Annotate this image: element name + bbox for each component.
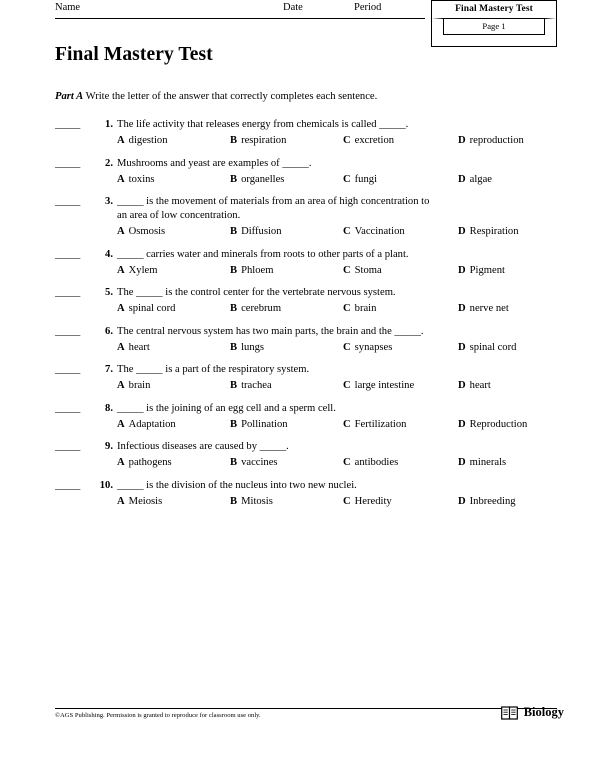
choice-a[interactable] bbox=[117, 174, 155, 185]
question-stem-line bbox=[55, 440, 557, 454]
directions bbox=[55, 91, 377, 102]
choice-text: cerebrum bbox=[241, 303, 282, 314]
choice-letter: C bbox=[343, 457, 351, 468]
choice-text: Pollination bbox=[241, 418, 288, 430]
choice-letter: D bbox=[458, 303, 466, 314]
choice-letter: B bbox=[230, 380, 238, 391]
choice-text: Phloem bbox=[241, 264, 274, 276]
choice-text: toxins bbox=[128, 173, 155, 185]
choice-letter: D bbox=[458, 495, 466, 507]
choice-text: Stoma bbox=[354, 264, 382, 276]
choice-d[interactable] bbox=[458, 342, 516, 353]
brand-label: Biology bbox=[523, 705, 564, 719]
choice-c[interactable] bbox=[343, 135, 394, 146]
choice-row bbox=[55, 419, 557, 433]
choice-text: Xylem bbox=[128, 264, 158, 276]
choice-letter: B bbox=[230, 264, 238, 276]
answer-blank[interactable]: _____ bbox=[55, 441, 80, 452]
question-item bbox=[55, 325, 557, 356]
choice-letter: C bbox=[343, 495, 351, 507]
question-text: The _____ is a part of the respiratory system. bbox=[117, 364, 310, 375]
question-stem-line bbox=[55, 402, 557, 416]
choice-letter: D bbox=[458, 341, 466, 353]
choice-c[interactable] bbox=[343, 496, 392, 507]
choice-row bbox=[55, 135, 557, 149]
question-number: 1. bbox=[105, 119, 113, 130]
choice-text: trachea bbox=[241, 380, 272, 391]
choice-text: brain bbox=[354, 303, 377, 314]
choice-text: heart bbox=[469, 380, 491, 391]
question-stem-line bbox=[55, 118, 557, 132]
choice-letter: A bbox=[117, 495, 125, 507]
choice-text: Respiration bbox=[469, 226, 519, 237]
answer-blank[interactable]: _____ bbox=[55, 119, 80, 130]
choice-a[interactable] bbox=[117, 135, 168, 146]
question-stem-line bbox=[55, 286, 557, 300]
choice-text: minerals bbox=[469, 457, 507, 468]
page-number-label: Page 1 bbox=[443, 19, 545, 35]
question-number: 10. bbox=[99, 479, 113, 491]
date-label: Date bbox=[283, 2, 303, 13]
answer-blank[interactable]: _____ bbox=[55, 196, 80, 207]
question-item bbox=[55, 286, 557, 317]
choice-text: Inbreeding bbox=[469, 495, 516, 507]
choice-text: Heredity bbox=[354, 495, 392, 507]
question-stem-line bbox=[55, 363, 557, 377]
footer-rule bbox=[55, 708, 557, 709]
choice-text: spinal cord bbox=[128, 303, 176, 314]
choice-a[interactable] bbox=[117, 226, 165, 237]
choice-text: brain bbox=[128, 380, 151, 391]
question-number: 3. bbox=[105, 196, 113, 207]
choice-text: heart bbox=[128, 341, 150, 353]
choice-c[interactable] bbox=[343, 457, 398, 468]
question-text: _____ is the movement of materials from an area of high concentration to bbox=[117, 196, 430, 207]
choice-text: antibodies bbox=[354, 457, 399, 468]
choice-b[interactable] bbox=[230, 135, 286, 146]
choice-d[interactable] bbox=[458, 226, 519, 237]
choice-d[interactable] bbox=[458, 174, 492, 185]
choice-text: Pigment bbox=[469, 264, 505, 276]
question-item bbox=[55, 402, 557, 433]
choice-text: Meiosis bbox=[128, 495, 163, 507]
choice-letter: A bbox=[117, 457, 125, 468]
choice-text: Mitosis bbox=[241, 495, 273, 507]
choice-letter: B bbox=[230, 341, 238, 353]
question-stem-line bbox=[55, 248, 557, 262]
copyright-notice: ©AGS Publishing. Permission is granted to reproduce for classroom use only. bbox=[55, 712, 261, 719]
choice-a[interactable] bbox=[117, 419, 176, 430]
question-number: 2. bbox=[105, 157, 113, 169]
choice-b[interactable] bbox=[230, 265, 273, 276]
choice-letter: D bbox=[458, 380, 466, 391]
choice-row bbox=[55, 496, 557, 510]
question-item bbox=[55, 363, 557, 394]
choice-text: Osmosis bbox=[128, 226, 166, 237]
question-number: 6. bbox=[105, 325, 113, 337]
choice-c[interactable] bbox=[343, 303, 376, 314]
choice-a[interactable] bbox=[117, 342, 150, 353]
question-text: Mushrooms and yeast are examples of _____. bbox=[117, 157, 312, 169]
choice-letter: A bbox=[117, 264, 125, 276]
choice-text: vaccines bbox=[241, 457, 278, 468]
choice-b[interactable] bbox=[230, 174, 284, 185]
choice-letter: D bbox=[458, 418, 466, 430]
choice-text: fungi bbox=[354, 173, 378, 185]
choice-text: lungs bbox=[241, 341, 265, 353]
choice-d[interactable] bbox=[458, 419, 527, 430]
choice-d[interactable] bbox=[458, 457, 506, 468]
question-text: _____ is the division of the nucleus into two new nuclei. bbox=[117, 479, 357, 491]
choice-text: Diffusion bbox=[241, 226, 282, 237]
choice-a[interactable] bbox=[117, 265, 158, 276]
directions-text: Write the letter of the answer that correctly completes each sentence. bbox=[85, 91, 378, 102]
question-stem-line bbox=[55, 195, 557, 223]
choice-b[interactable] bbox=[230, 226, 282, 237]
footer-brand bbox=[501, 705, 564, 720]
choice-letter: A bbox=[117, 173, 125, 185]
test-title: Final Mastery Test bbox=[455, 4, 533, 14]
choice-text: large intestine bbox=[354, 380, 415, 391]
choice-text: organelles bbox=[241, 173, 285, 185]
question-text: The central nervous system has two main parts, the brain and the _____. bbox=[117, 325, 424, 337]
part-label: Part A bbox=[55, 91, 84, 102]
question-text: The life activity that releases energy from chemicals is called _____. bbox=[117, 119, 409, 130]
question-number: 4. bbox=[105, 248, 113, 260]
question-text: Infectious diseases are caused by _____. bbox=[117, 441, 289, 452]
answer-blank[interactable]: _____ bbox=[55, 325, 80, 337]
choice-text: Adaptation bbox=[128, 418, 176, 430]
page-number-box bbox=[432, 18, 556, 46]
question-number: 8. bbox=[105, 402, 113, 414]
answer-blank[interactable]: _____ bbox=[55, 287, 80, 298]
choice-b[interactable] bbox=[230, 380, 272, 391]
answer-blank[interactable]: _____ bbox=[55, 402, 80, 414]
choice-letter: C bbox=[343, 418, 351, 430]
question-item bbox=[55, 479, 557, 510]
choice-letter: C bbox=[343, 264, 351, 276]
choice-d[interactable] bbox=[458, 135, 524, 146]
choice-c[interactable] bbox=[343, 342, 392, 353]
choice-letter: C bbox=[343, 226, 351, 237]
choice-text: spinal cord bbox=[469, 341, 517, 353]
choice-letter: A bbox=[117, 135, 125, 146]
answer-blank[interactable]: _____ bbox=[55, 157, 80, 169]
period-label: Period bbox=[354, 2, 382, 13]
book-icon bbox=[501, 706, 518, 720]
choice-text: excretion bbox=[354, 135, 395, 146]
question-number: 7. bbox=[105, 364, 113, 375]
choice-row bbox=[55, 265, 557, 279]
choice-letter: D bbox=[458, 264, 466, 276]
question-item bbox=[55, 248, 557, 279]
choice-letter: A bbox=[117, 226, 125, 237]
question-list bbox=[55, 118, 557, 517]
choice-letter: C bbox=[343, 135, 351, 146]
choice-a[interactable] bbox=[117, 303, 175, 314]
choice-row bbox=[55, 226, 557, 240]
choice-b[interactable] bbox=[230, 496, 273, 507]
choice-letter: D bbox=[458, 135, 466, 146]
choice-b[interactable] bbox=[230, 419, 288, 430]
question-item bbox=[55, 118, 557, 149]
question-text: The _____ is the control center for the vertebrate nervous system. bbox=[117, 287, 396, 298]
answer-blank[interactable]: _____ bbox=[55, 248, 80, 260]
question-stem-line bbox=[55, 157, 557, 171]
choice-letter: C bbox=[343, 341, 351, 353]
choice-text: Reproduction bbox=[469, 418, 528, 430]
choice-text: Vaccination bbox=[354, 226, 405, 237]
header-rule bbox=[55, 18, 425, 19]
test-title-box bbox=[431, 0, 557, 47]
choice-letter: A bbox=[117, 341, 125, 353]
question-number: 9. bbox=[105, 441, 113, 452]
question-item bbox=[55, 157, 557, 188]
question-text: _____ is the joining of an egg cell and a sperm cell. bbox=[117, 402, 336, 414]
choice-c[interactable] bbox=[343, 380, 414, 391]
choice-d[interactable] bbox=[458, 303, 509, 314]
question-number: 5. bbox=[105, 287, 113, 298]
choice-letter: B bbox=[230, 495, 238, 507]
choice-letter: B bbox=[230, 303, 238, 314]
choice-letter: A bbox=[117, 418, 125, 430]
choice-c[interactable] bbox=[343, 226, 405, 237]
choice-letter: B bbox=[230, 457, 238, 468]
choice-a[interactable] bbox=[117, 380, 150, 391]
choice-text: reproduction bbox=[469, 135, 524, 146]
question-stem-line bbox=[55, 325, 557, 339]
choice-row bbox=[55, 380, 557, 394]
choice-text: synapses bbox=[354, 341, 393, 353]
choice-c[interactable] bbox=[343, 419, 406, 430]
choice-row bbox=[55, 174, 557, 188]
choice-text: Fertilization bbox=[354, 418, 407, 430]
answer-blank[interactable]: _____ bbox=[55, 364, 80, 375]
choice-c[interactable] bbox=[343, 174, 377, 185]
choice-letter: D bbox=[458, 226, 466, 237]
choice-row bbox=[55, 303, 557, 317]
choice-letter: C bbox=[343, 173, 351, 185]
choice-d[interactable] bbox=[458, 265, 505, 276]
choice-letter: B bbox=[230, 173, 238, 185]
choice-row bbox=[55, 342, 557, 356]
choice-letter: C bbox=[343, 380, 351, 391]
choice-b[interactable] bbox=[230, 457, 278, 468]
question-item bbox=[55, 195, 557, 240]
choice-b[interactable] bbox=[230, 303, 281, 314]
name-label: Name bbox=[55, 2, 81, 13]
choice-text: respiration bbox=[241, 135, 287, 146]
choice-text: algae bbox=[469, 173, 493, 185]
question-text-continued: an area of low concentration. bbox=[117, 210, 241, 221]
choice-d[interactable] bbox=[458, 380, 491, 391]
choice-letter: A bbox=[117, 380, 125, 391]
choice-b[interactable] bbox=[230, 342, 264, 353]
choice-letter: B bbox=[230, 418, 238, 430]
choice-c[interactable] bbox=[343, 265, 382, 276]
choice-letter: A bbox=[117, 303, 125, 314]
choice-letter: C bbox=[343, 303, 351, 314]
choice-a[interactable] bbox=[117, 457, 172, 468]
answer-blank[interactable]: _____ bbox=[55, 479, 80, 491]
choice-a[interactable] bbox=[117, 496, 162, 507]
choice-letter: B bbox=[230, 226, 238, 237]
choice-letter: D bbox=[458, 457, 466, 468]
choice-row bbox=[55, 457, 557, 471]
choice-text: pathogens bbox=[128, 457, 172, 468]
choice-d[interactable] bbox=[458, 496, 516, 507]
question-text: _____ carries water and minerals from roots to other parts of a plant. bbox=[117, 248, 409, 260]
page-title: Final Mastery Test bbox=[55, 44, 213, 65]
choice-text: digestion bbox=[128, 135, 168, 146]
question-item bbox=[55, 440, 557, 471]
choice-letter: B bbox=[230, 135, 238, 146]
question-stem-line bbox=[55, 479, 557, 493]
page-header bbox=[55, 0, 557, 46]
choice-text: nerve net bbox=[469, 303, 509, 314]
choice-letter: D bbox=[458, 173, 466, 185]
